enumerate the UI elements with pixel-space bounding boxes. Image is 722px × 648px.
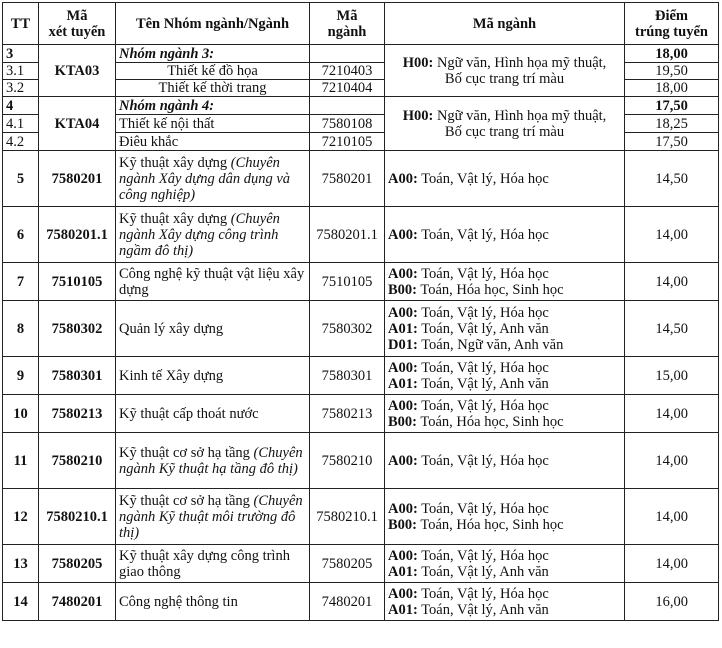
row-tt: 11 <box>3 433 39 489</box>
row-name-main: Kỹ thuật cơ sở hạ tầng <box>119 444 250 461</box>
combo-code: A00: <box>388 500 418 517</box>
header-diem: Điểm trúng tuyển <box>625 3 719 45</box>
table-row <box>3 207 719 263</box>
combo-subjects: Toán, Vật lý, Hóa học <box>421 359 549 376</box>
row-ma: 7580301 <box>310 357 385 395</box>
row-score: 14,50 <box>625 301 719 357</box>
row-score: 16,00 <box>625 583 719 621</box>
row-code: 7580210 <box>39 433 116 489</box>
row-name <box>116 357 310 395</box>
row-tt: 3.2 <box>3 80 39 97</box>
combo-line <box>388 517 621 533</box>
row-code: 7580205 <box>39 545 116 583</box>
row-combos <box>385 357 625 395</box>
combo-code: A00: <box>388 170 418 187</box>
combo-line <box>388 548 621 564</box>
row-tt: 4.1 <box>3 115 39 133</box>
row-ma: 7580205 <box>310 545 385 583</box>
combo-subjects: Toán, Vật lý, Anh văn <box>421 601 549 618</box>
row-code: 7580213 <box>39 395 116 433</box>
header-ma-to-hop: Mã ngành <box>385 3 625 45</box>
combo-line <box>388 376 621 392</box>
row-ma: 7480201 <box>310 583 385 621</box>
row-ma: 7580108 <box>310 115 385 133</box>
row-ma: 7580210 <box>310 433 385 489</box>
row-combos: H00: Ngữ văn, Hình họa mỹ thuật, Bố cục trang trí màu <box>385 45 625 97</box>
combo-subjects: Toán, Vật lý, Anh văn <box>421 320 549 337</box>
row-name <box>116 301 310 357</box>
row-name-main: Kỹ thuật xây dựng <box>119 154 228 171</box>
header-ten-nganh: Tên Nhóm ngành/Ngành <box>116 3 310 45</box>
combo-subjects: Toán, Vật lý, Hóa học <box>421 265 549 282</box>
row-tt: 3 <box>3 45 39 63</box>
table-row <box>3 357 719 395</box>
combo-line <box>388 227 621 243</box>
combo-line <box>388 564 621 580</box>
table-row <box>3 545 719 583</box>
row-score: 14,00 <box>625 489 719 545</box>
row-ma <box>310 45 385 63</box>
row-name-main: Công nghệ thông tin <box>119 593 238 610</box>
combo-subjects: Toán, Hóa học, Sinh học <box>420 413 564 430</box>
header-ma-nganh: Mã ngành <box>310 3 385 45</box>
row-ma: 7210105 <box>310 133 385 151</box>
combo-code: A01: <box>388 601 418 618</box>
header-tt: TT <box>3 3 39 45</box>
row-code: 7580201 <box>39 151 116 207</box>
combo-subjects: Toán, Vật lý, Hóa học <box>421 226 549 243</box>
table-row <box>3 395 719 433</box>
row-score: 15,00 <box>625 357 719 395</box>
combo-code: A00: <box>388 359 418 376</box>
table-row <box>3 489 719 545</box>
group-row <box>3 97 719 115</box>
combo-code: B00: <box>388 516 417 533</box>
combo-line <box>388 602 621 618</box>
row-combos <box>385 207 625 263</box>
row-score: 17,50 <box>625 133 719 151</box>
row-ma: 7580201.1 <box>310 207 385 263</box>
combo-line <box>388 282 621 298</box>
row-combos <box>385 301 625 357</box>
row-combos: H00: Ngữ văn, Hình họa mỹ thuật, Bố cục trang trí màu <box>385 97 625 151</box>
combo-line <box>388 305 621 321</box>
header-ma-xet-tuyen: Mã xét tuyển <box>39 3 116 45</box>
row-name: Thiết kế thời trang <box>116 80 310 97</box>
row-name <box>116 395 310 433</box>
table-row <box>3 433 719 489</box>
combo-code: A00: <box>388 452 418 469</box>
row-combos <box>385 489 625 545</box>
combo-line <box>388 337 621 353</box>
row-ma: 7580201 <box>310 151 385 207</box>
row-combos <box>385 433 625 489</box>
row-name-main: Kỹ thuật xây dựng <box>119 210 228 227</box>
row-ma: 7210403 <box>310 63 385 80</box>
combo-line <box>388 321 621 337</box>
combo-subjects: Toán, Vật lý, Hóa học <box>421 500 549 517</box>
row-name <box>116 583 310 621</box>
row-tt: 8 <box>3 301 39 357</box>
row-tt: 10 <box>3 395 39 433</box>
combo-line <box>388 414 621 430</box>
combo-subjects: Toán, Vật lý, Hóa học <box>421 452 549 469</box>
table-row <box>3 151 719 207</box>
row-name-main: Kinh tế Xây dựng <box>119 367 224 384</box>
admission-score-table <box>2 2 719 621</box>
combo-subjects: Toán, Hóa học, Sinh học <box>420 516 564 533</box>
row-ma: 7580210.1 <box>310 489 385 545</box>
row-ma: 7510105 <box>310 263 385 301</box>
combo-code: A00: <box>388 265 418 282</box>
row-code: 7580301 <box>39 357 116 395</box>
combo-code: A01: <box>388 320 418 337</box>
combo-line <box>388 501 621 517</box>
row-code: 7580201.1 <box>39 207 116 263</box>
combo-code: A01: <box>388 563 418 580</box>
row-tt: 12 <box>3 489 39 545</box>
row-score: 14,00 <box>625 433 719 489</box>
combo-line <box>388 360 621 376</box>
group-name: Nhóm ngành 4: <box>116 97 310 115</box>
combo-code: A00: <box>388 547 418 564</box>
combo-code: A00: <box>388 585 418 602</box>
row-code: 7510105 <box>39 263 116 301</box>
row-name <box>116 263 310 301</box>
row-ma: 7580302 <box>310 301 385 357</box>
row-score: 18,00 <box>625 45 719 63</box>
row-tt: 3.1 <box>3 63 39 80</box>
row-code: KTA04 <box>39 97 116 151</box>
row-tt: 4.2 <box>3 133 39 151</box>
row-name: Thiết kế đồ họa <box>116 63 310 80</box>
row-score: 14,00 <box>625 207 719 263</box>
table-row <box>3 301 719 357</box>
row-name-sub: (Chuyên ngành Kỹ thuật môi trường đô thị) <box>119 492 303 541</box>
combo-subjects: Toán, Vật lý, Hóa học <box>421 304 549 321</box>
row-name-sub: (Chuyên ngành Xây dựng dân dụng và công nghiệp) <box>119 154 291 203</box>
table-row <box>3 583 719 621</box>
combo-subjects: Toán, Vật lý, Anh văn <box>421 375 549 392</box>
row-name <box>116 207 310 263</box>
row-code: 7480201 <box>39 583 116 621</box>
row-name-sub: (Chuyên ngành Kỹ thuật hạ tầng đô thị) <box>119 444 303 477</box>
row-code: KTA03 <box>39 45 116 97</box>
row-tt: 7 <box>3 263 39 301</box>
group-row <box>3 45 719 63</box>
combo-line <box>388 398 621 414</box>
combo-code: B00: <box>388 281 417 298</box>
combo-code: A00: <box>388 304 418 321</box>
table-row <box>3 263 719 301</box>
row-score: 14,00 <box>625 395 719 433</box>
row-name-main: Kỹ thuật cơ sở hạ tầng <box>119 492 250 509</box>
row-name-main: Quản lý xây dựng <box>119 320 224 337</box>
group-name: Nhóm ngành 3: <box>116 45 310 63</box>
combo-line <box>388 171 621 187</box>
row-tt: 4 <box>3 97 39 115</box>
row-ma <box>310 97 385 115</box>
row-tt: 14 <box>3 583 39 621</box>
combo-subjects: Toán, Vật lý, Hóa học <box>421 585 549 602</box>
combo-code: A00: <box>388 226 418 243</box>
row-name: Thiết kế nội thất <box>116 115 310 133</box>
table-header <box>3 3 719 45</box>
row-name <box>116 151 310 207</box>
row-score: 14,00 <box>625 263 719 301</box>
row-name-main: Kỹ thuật xây dựng công trình giao thông <box>119 547 290 580</box>
row-name <box>116 433 310 489</box>
combo-subjects: Toán, Ngữ văn, Anh văn <box>421 336 564 353</box>
row-ma: 7580213 <box>310 395 385 433</box>
row-combos <box>385 395 625 433</box>
row-name <box>116 489 310 545</box>
row-tt: 6 <box>3 207 39 263</box>
row-name: Điêu khắc <box>116 133 310 151</box>
combo-line <box>388 586 621 602</box>
row-name-sub: (Chuyên ngành Xây dựng công trình ngầm đô thị) <box>119 210 280 259</box>
row-code: 7580210.1 <box>39 489 116 545</box>
row-tt: 5 <box>3 151 39 207</box>
row-score: 19,50 <box>625 63 719 80</box>
combo-code: D01: <box>388 336 418 353</box>
row-code: 7580302 <box>39 301 116 357</box>
row-score: 18,00 <box>625 80 719 97</box>
combo-subjects: Toán, Hóa học, Sinh học <box>420 281 564 298</box>
row-score: 18,25 <box>625 115 719 133</box>
row-score: 14,50 <box>625 151 719 207</box>
row-name-main: Kỹ thuật cấp thoát nước <box>119 405 259 422</box>
combo-code: A00: <box>388 397 418 414</box>
combo-code: A01: <box>388 375 418 392</box>
combo-line <box>388 266 621 282</box>
row-tt: 9 <box>3 357 39 395</box>
row-score: 17,50 <box>625 97 719 115</box>
combo-subjects: Toán, Vật lý, Hóa học <box>421 397 549 414</box>
row-tt: 13 <box>3 545 39 583</box>
row-ma: 7210404 <box>310 80 385 97</box>
row-combos <box>385 545 625 583</box>
combo-subjects: Toán, Vật lý, Hóa học <box>421 170 549 187</box>
combo-subjects: Toán, Vật lý, Anh văn <box>421 563 549 580</box>
row-combos <box>385 263 625 301</box>
row-name-main: Công nghệ kỹ thuật vật liệu xây dựng <box>119 265 305 298</box>
row-combos <box>385 151 625 207</box>
combo-code: B00: <box>388 413 417 430</box>
combo-line <box>388 453 621 469</box>
row-combos <box>385 583 625 621</box>
row-name <box>116 545 310 583</box>
row-score: 14,00 <box>625 545 719 583</box>
combo-subjects: Toán, Vật lý, Hóa học <box>421 547 549 564</box>
